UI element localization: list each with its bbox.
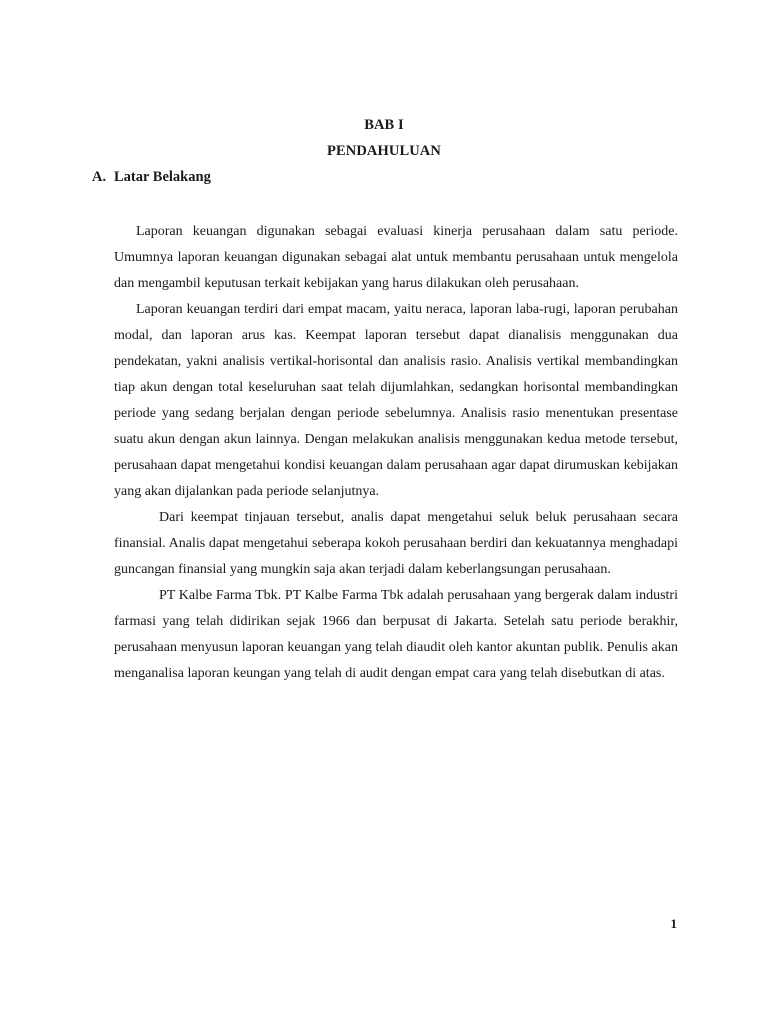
chapter-title: PENDAHULUAN: [327, 143, 441, 159]
section-marker: A.: [92, 169, 107, 185]
paragraph-4: PT Kalbe Farma Tbk. PT Kalbe Farma Tbk adalah perusahaan yang bergerak dalam industri farmasi yang telah didirikan sejak 1966 dan berpusat di Jakarta. Setelah satu periode berakhir, perusahaan menyusun laporan keuangan yang telah diaudit oleh kantor akuntan publik. Penulis akan menganalisa laporan keungan yang telah di audit dengan empat cara yang telah disebutkan di atas.: [114, 588, 678, 681]
paragraph-3: Dari keempat tinjauan tersebut, analis dapat mengetahui seluk beluk perusahaan secara finansial. Analis dapat mengetahui seberapa kokoh perusahaan berdiri dan kekuatannya menghadapi guncangan finansial yang mungkin saja akan terjadi dalam keberlangsungan perusahaan.: [114, 510, 678, 577]
paragraph-1: Laporan keuangan digunakan sebagai evaluasi kinerja perusahaan dalam satu periode. Umumnya laporan keuangan digunakan sebagai alat untuk membantu perusahaan untuk mengelola dan mengambil keputusan terkait kebijakan yang harus dilakukan oleh perusahaan.: [114, 224, 678, 291]
body-text: [114, 219, 678, 687]
section-heading: [92, 169, 211, 186]
paragraph-2: Laporan keuangan terdiri dari empat macam, yaitu neraca, laporan laba-rugi, laporan perubahan modal, dan laporan arus kas. Keempat laporan tersebut dapat dianalisis menggunakan dua pendekatan, yakni analisis vertikal-horisontal dan analisis rasio. Analisis vertikal membandingkan tiap akun dengan total keseluruhan saat telah dijumlahkan, sedangkan horisontal membandingkan periode yang sedang berjalan dengan periode sebelumnya. Analisis rasio menentukan presentase suatu akun dengan akun lainnya. Dengan melakukan analisis menggunakan kedua metode tersebut, perusahaan dapat mengetahui kondisi keuangan dalam perusahaan agar dapat dirumuskan kebijakan yang akan dijalankan pada periode selanjutnya.: [114, 302, 678, 499]
section-title: Latar Belakang: [114, 169, 211, 185]
page-number: 1: [670, 916, 677, 931]
chapter-label: BAB I: [364, 117, 404, 133]
